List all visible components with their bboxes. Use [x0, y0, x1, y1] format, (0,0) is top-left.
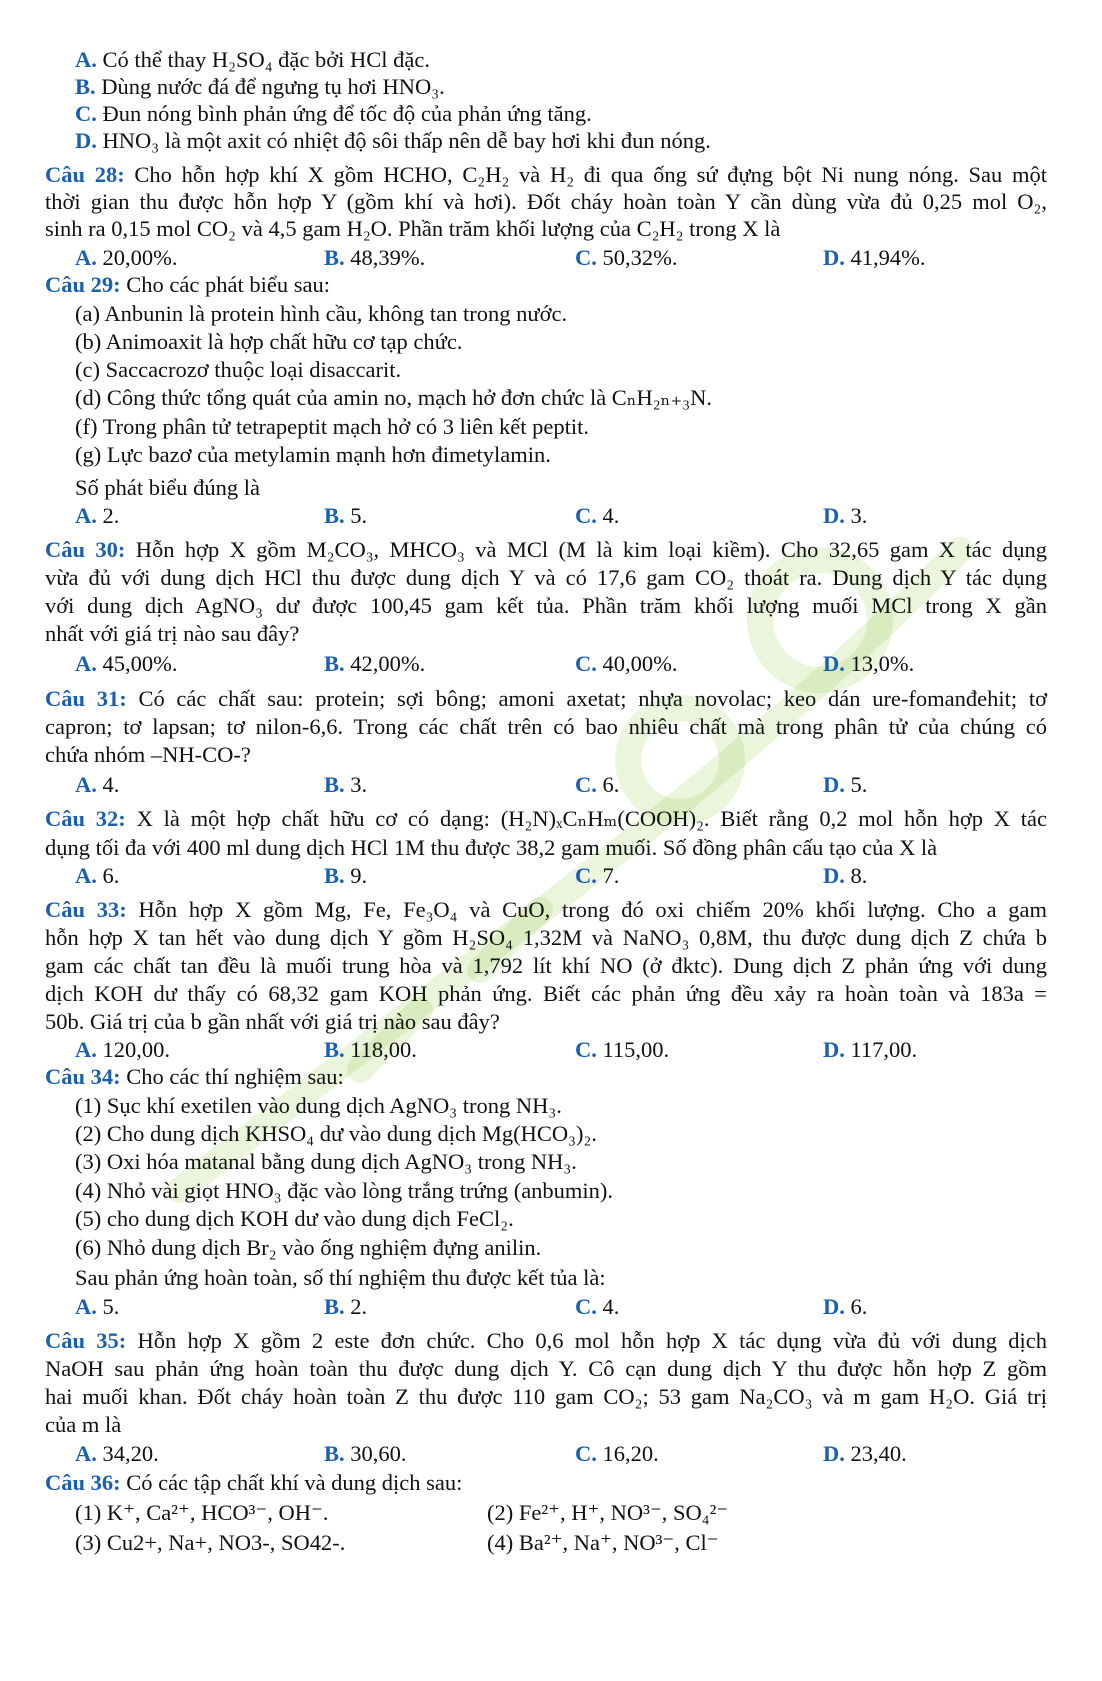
q35-line-3: hai muối khan. Đốt cháy hoàn toàn Z thu được 110 gam CO₂; 53 gam Na₂CO₃ và m gam H₂O. Giá trị	[45, 1384, 1047, 1409]
q30-option-c: C. 40,00%.	[575, 651, 678, 676]
q35-line-1: Câu 35: Hỗn hợp X gồm 2 este đơn chức. Cho 0,6 mol hỗn hợp X tác dụng vừa đủ với dung dịch	[45, 1328, 1047, 1353]
q30-option-b: B. 42,00%.	[324, 651, 426, 676]
q33-option-b: B. 118,00.	[324, 1037, 417, 1062]
q34-item-2: (2) Cho dung dịch KHSO₄ dư vào dung dịch Mg(HCO₃)₂.	[75, 1121, 597, 1146]
q33-option-a: A. 120,00.	[75, 1037, 170, 1062]
q36-item-4: (4) Ba²⁺, Na⁺, NO³⁻, Cl⁻	[487, 1530, 719, 1555]
q35-option-b: B. 30,60.	[324, 1441, 407, 1466]
q28-option-d: D. 41,94%.	[823, 245, 926, 270]
q28-line-1: Câu 28: Cho hỗn hợp khí X gồm HCHO, C₂H₂ và H₂ đi qua ống sứ đựng bột Ni nung nóng. Sau một	[45, 162, 1047, 187]
q34-item-4: (4) Nhỏ vài giọt HNO₃ đặc vào lòng trắng trứng (anbumin).	[75, 1178, 614, 1203]
q34-option-c: C. 4.	[575, 1294, 620, 1319]
q33-line-2: hỗn hợp X tan hết vào dung dịch Y gồm H₂SO₄ 1,32M và NaNO₃ 0,8M, thu được dung dịch Z chứa b	[45, 925, 1047, 950]
q29-item-a: (a) Anbunin là protein hình cầu, không tan trong nước.	[75, 301, 568, 326]
q28-line-2: thời gian thu được hỗn hợp Y (gồm khí và hơi). Đốt cháy hoàn toàn Y cần dùng vừa đủ 0,25 mol O₂,	[45, 189, 1047, 214]
q28-line-3: sinh ra 0,15 mol CO₂ và 4,5 gam H₂O. Phần trăm khối lượng của C₂H₂ trong X là	[45, 216, 781, 241]
q30-line-3: với dung dịch AgNO₃ dư được 100,45 gam kết tủa. Phần trăm khối lượng muối MCl trong X gần	[45, 593, 1047, 618]
q33-line-1: Câu 33: Hỗn hợp X gồm Mg, Fe, Fe₃O₄ và CuO, trong đó oxi chiếm 20% khối lượng. Cho a gam	[45, 897, 1048, 922]
q35-line-2: NaOH sau phản ứng hoàn toàn thu được dung dịch Y. Cô cạn dung dịch Y thu được hỗn hợp Z gồm	[45, 1356, 1047, 1381]
q29-item-d: (d) Công thức tổng quát của amin no, mạch hở đơn chức là CₙH₂ₙ₊₃N.	[75, 385, 712, 410]
q34-item-6: (6) Nhỏ dung dịch Br₂ vào ống nghiệm đựng anilin.	[75, 1235, 542, 1260]
q36-item-2: (2) Fe²⁺, H⁺, NO³⁻, SO₄²⁻	[487, 1500, 729, 1525]
q29-prompt: Số phát biểu đúng là	[75, 475, 260, 500]
q32-option-b: B. 9.	[324, 863, 368, 888]
q34-prompt: Sau phản ứng hoàn toàn, số thí nghiệm thu được kết tủa là:	[75, 1265, 606, 1290]
q32-option-d: D. 8.	[823, 863, 868, 888]
q35-option-c: C. 16,20.	[575, 1441, 659, 1466]
q29-item-g: (g) Lực bazơ của metylamin mạnh hơn đimetylamin.	[75, 442, 551, 467]
q36-item-3: (3) Cu2+, Na+, NO3-, SO42-.	[75, 1530, 346, 1555]
q31-line-1: Câu 31: Có các chất sau: protein; sợi bông; amoni axetat; nhựa novolac; keo dán ure-fomanđehit; tơ	[45, 686, 1048, 711]
q31-option-d: D. 5.	[823, 772, 868, 797]
q30-line-4: nhất với giá trị nào sau đây?	[45, 621, 300, 646]
q36-item-1: (1) K⁺, Ca²⁺, HCO³⁻, OH⁻.	[75, 1500, 329, 1525]
q29-option-d: D. 3.	[823, 503, 868, 528]
q34-item-3: (3) Oxi hóa matanal bằng dung dịch AgNO₃ trong NH₃.	[75, 1149, 577, 1174]
q33-option-d: D. 117,00.	[823, 1037, 918, 1062]
q28-option-a: A. 20,00%.	[75, 245, 178, 270]
q34-option-a: A. 5.	[75, 1294, 120, 1319]
q34-option-d: D. 6.	[823, 1294, 868, 1319]
q34-item-5: (5) cho dung dịch KOH dư vào dung dịch FeCl₂.	[75, 1206, 514, 1231]
q28-option-c: C. 50,32%.	[575, 245, 678, 270]
q30-option-a: A. 45,00%.	[75, 651, 178, 676]
q31-option-c: C. 6.	[575, 772, 620, 797]
q31-option-a: A. 4.	[75, 772, 120, 797]
q32-option-a: A. 6.	[75, 863, 120, 888]
q34-item-1: (1) Sục khí exetilen vào dung dịch AgNO₃ trong NH₃.	[75, 1093, 562, 1118]
q29-item-c: (c) Saccacrozơ thuộc loại disaccarit.	[75, 357, 402, 382]
q32-option-c: C. 7.	[575, 863, 620, 888]
q35-option-a: A. 34,20.	[75, 1441, 159, 1466]
q29-item-b: (b) Animoaxit là hợp chất hữu cơ tạp chức.	[75, 329, 463, 354]
q34-option-b: B. 2.	[324, 1294, 368, 1319]
q28-option-b: B. 48,39%.	[324, 245, 426, 270]
q33-line-3: gam các chất tan đều là muối trung hòa và 1,792 lít khí NO (ở đktc). Dung dịch Z phản ứng với dung	[45, 953, 1047, 978]
q35-line-4: của m là	[45, 1412, 122, 1437]
q33-line-5: 50b. Giá trị của b gần nhất với giá trị nào sau đây?	[45, 1009, 500, 1034]
q30-option-d: D. 13,0%.	[823, 651, 915, 676]
q29-option-c: C. 4.	[575, 503, 620, 528]
q29-option-b: B. 5.	[324, 503, 368, 528]
q36-line-1: Câu 36: Có các tập chất khí và dung dịch sau:	[45, 1470, 463, 1495]
q32-line-2: dụng tối đa với 400 ml dung dịch HCl 1M thu được 38,2 gam muối. Số đồng phân cấu tạo của X là	[45, 835, 938, 860]
q34-line-1: Câu 34: Cho các thí nghiệm sau:	[45, 1064, 344, 1089]
q33-option-c: C. 115,00.	[575, 1037, 670, 1062]
q29-line-1: Câu 29: Cho các phát biểu sau:	[45, 272, 330, 297]
option-c-prev: C. Đun nóng bình phản ứng để tốc độ của phản ứng tăng.	[75, 101, 592, 126]
q32-line-1: Câu 32: X là một hợp chất hữu cơ có dạng: (H₂N)ₓCₙHₘ(COOH)₂. Biết rằng 0,2 mol hỗn hợp X tác	[45, 806, 1047, 831]
q31-option-b: B. 3.	[324, 772, 368, 797]
q33-line-4: dịch KOH dư thấy có 68,32 gam KOH phản ứng. Biết các phản ứng đều xảy ra hoàn toàn và 183a =	[45, 981, 1047, 1006]
q30-line-1: Câu 30: Hỗn hợp X gồm M₂CO₃, MHCO₃ và MCl (M là kim loại kiềm). Cho 32,65 gam X tác dụng	[45, 537, 1048, 562]
q31-line-2: capron; tơ lapsan; tơ nilon-6,6. Trong các chất trên có bao nhiêu chất mà trong phân tử của chúng có	[45, 714, 1047, 739]
q29-item-f: (f) Trong phân tử tetrapeptit mạch hở có 3 liên kết peptit.	[75, 414, 589, 439]
q30-line-2: vừa đủ với dung dịch HCl thu được dung dịch Y và có 17,6 gam CO₂ thoát ra. Dung dịch Y tác dụng	[45, 565, 1047, 590]
option-a-prev: A. Có thể thay H₂SO₄ đặc bởi HCl đặc.	[75, 47, 431, 72]
option-b-prev: B. Dùng nước đá để ngưng tụ hơi HNO₃.	[75, 74, 445, 99]
q31-line-3: chứa nhóm –NH-CO-?	[45, 742, 251, 767]
option-d-prev: D. HNO₃ là một axit có nhiệt độ sôi thấp nên dễ bay hơi khi đun nóng.	[75, 128, 711, 153]
q29-option-a: A. 2.	[75, 503, 120, 528]
q35-option-d: D. 23,40.	[823, 1441, 907, 1466]
